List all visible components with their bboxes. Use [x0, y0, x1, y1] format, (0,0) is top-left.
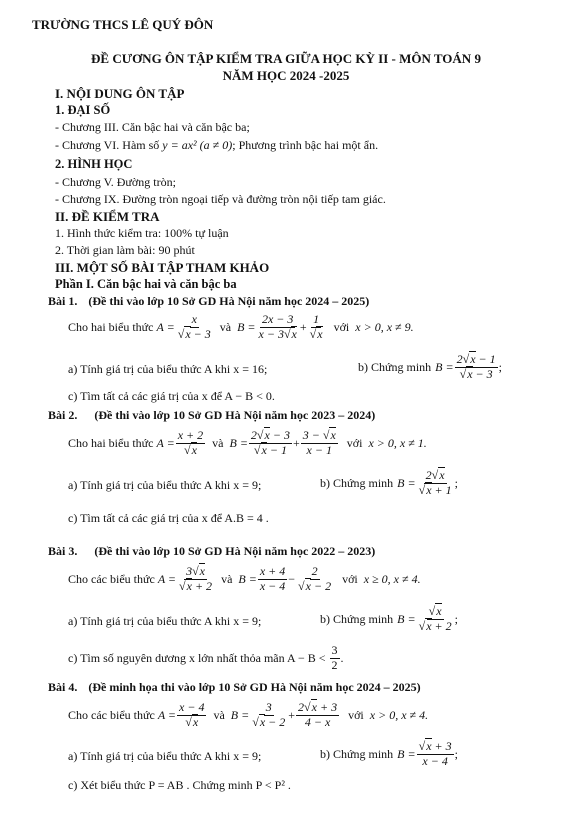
problem-2-given-text: Cho hai biểu thức	[68, 435, 154, 450]
problem-4-question-c: c) Xét biểu thức P = AB . Chứng minh P < P² .	[68, 778, 291, 792]
part-1-heading: Phần I. Căn bậc hai và căn bậc ba	[55, 277, 237, 291]
problem-2-source: (Đề thi vào lớp 10 Sở GD Hà Nội năm học 2023 – 2024)	[94, 408, 376, 422]
exam-duration: 2. Thời gian làm bài: 90 phút	[55, 243, 195, 257]
problem-1-qb-text: b) Chứng minh	[358, 359, 432, 374]
problem-3-label: Bài 3.	[48, 544, 78, 558]
word-and: và	[212, 435, 224, 450]
word-with: với	[346, 435, 363, 450]
problem-3-question-a: a) Tính giá trị của biểu thức A khi x = 9;	[68, 614, 262, 628]
problem-2-question-c: c) Tìm tất cả các giá trị của x để A.B = 4 .	[68, 511, 269, 525]
document-title: ĐỀ CƯƠNG ÔN TẬP KIỂM TRA GIỮA HỌC KỲ II - MÔN TOÁN 9	[91, 51, 481, 66]
problem-3-expr-b-term2: $\frac{2}{√x - 2}$	[298, 563, 332, 593]
problem-1-header	[48, 294, 369, 309]
problem-3-question-c: c) Tìm số nguyên dương x lớn nhất thỏa mãn A − B < $\frac{3}{2}$ .	[68, 642, 344, 672]
problem-3-source: (Đề thi vào lớp 10 Sở GD Hà Nội năm học 2022 – 2023)	[94, 544, 376, 558]
problem-2-header	[48, 408, 375, 423]
problem-4-header	[48, 680, 421, 695]
problem-4-qb-text: b) Chứng minh	[320, 746, 394, 761]
word-and: và	[219, 319, 232, 334]
problem-4-prove-expr: $\frac{√x + 3}{x - 4}$	[418, 738, 452, 768]
algebra-item-2-prefix: - Chương VI. Hàm số	[55, 138, 160, 152]
problem-4-given: Cho các biểu thức A = $\frac{x - 4}{√x}$ và B = $\frac{3}{√x - 2}$ + $\frac{2√x + 3}{4 - x}$ với x > 0, x ≠ 4.	[68, 699, 429, 729]
problem-4-question-b: b) Chứng minh B = $\frac{√x + 3}{x - 4}$ ;	[320, 738, 458, 768]
word-with: với	[333, 319, 350, 334]
problem-3-header	[48, 544, 375, 559]
school-year: NĂM HỌC 2024 -2025	[222, 68, 350, 83]
problem-4-expr-b-term2: $\frac{2√x + 3}{4 - x}$	[298, 699, 338, 729]
problem-1-prove-expr: $\frac{2√x - 1}{√x - 3}$	[456, 351, 496, 381]
section-content-heading: I. NỘI DUNG ÔN TẬP	[55, 86, 185, 101]
problem-2-qb-text: b) Chứng minh	[320, 475, 394, 490]
problem-1-condition: x > 0, x ≠ 9.	[355, 319, 414, 334]
problem-4-given-text: Cho các biểu thức	[68, 707, 155, 722]
problem-4-question-a: a) Tính giá trị của biểu thức A khi x = 9;	[68, 749, 262, 763]
problem-1-expr-b-term1: $\frac{2x - 3}{x - 3√x}$	[258, 311, 297, 341]
algebra-heading: 1. ĐẠI SỐ	[55, 103, 111, 117]
problem-4-condition: x > 0, x ≠ 4.	[369, 707, 429, 722]
problem-3-qc-fraction: $\frac{3}{2}$	[331, 642, 338, 672]
problem-4-label: Bài 4.	[48, 680, 78, 694]
problem-2-condition: x > 0, x ≠ 1.	[368, 435, 427, 450]
section-exercises-heading: III. MỘT SỐ BÀI TẬP THAM KHẢO	[55, 260, 270, 275]
problem-3-given: Cho các biểu thức A = $\frac{3√x}{√x + 2}$ và B = $\frac{x + 4}{x - 4}$ − $\frac{2}{√x - 2}$ với x ≥ 0, x ≠ 4.	[68, 563, 421, 593]
algebra-item-2	[55, 138, 378, 153]
problem-1-question-b: b) Chứng minh B = $\frac{2√x - 1}{√x - 3}$ ;	[358, 351, 502, 381]
problem-3-expr-b-term1: $\frac{x + 4}{x - 4}$	[259, 563, 286, 593]
problem-2-expr-b-term2: $\frac{3 - √x}{x - 1}$	[302, 427, 336, 457]
problem-1-expr-b-term2: $\frac{1}{√x}$	[309, 311, 323, 341]
algebra-item-1: - Chương III. Căn bậc hai và căn bậc ba;	[55, 120, 250, 134]
quadratic-function-formula: y = ax² (a ≠ 0)	[162, 138, 233, 152]
school-name: TRƯỜNG THCS LÊ QUÝ ĐÔN	[32, 17, 214, 32]
word-with: với	[342, 571, 358, 586]
geometry-item-2: - Chương IX. Đường tròn ngoại tiếp và đường tròn nội tiếp tam giác.	[55, 192, 386, 206]
problem-2-prove-expr: $\frac{2√x}{√x + 1}$	[418, 467, 452, 497]
geometry-item-1: - Chương V. Đường tròn;	[55, 175, 176, 189]
problem-3-condition: x ≥ 0, x ≠ 4.	[363, 571, 421, 586]
problem-1-given-text: Cho hai biểu thức	[68, 319, 154, 334]
problem-3-qc-text: c) Tìm số nguyên dương x lớn nhất thỏa mãn A − B <	[68, 650, 326, 665]
section-exam-heading: II. ĐỀ KIỂM TRA	[55, 209, 160, 224]
problem-1-question-a: a) Tính giá trị của biểu thức A khi x = 16;	[68, 362, 268, 376]
geometry-heading: 2. HÌNH HỌC	[55, 157, 133, 171]
word-and: và	[221, 571, 233, 586]
problem-4-source: (Đề minh họa thi vào lớp 10 Sở GD Hà Nội năm học 2024 – 2025)	[88, 680, 421, 694]
algebra-item-2-suffix: ; Phương trình bậc hai một ẩn.	[232, 138, 379, 152]
exam-format: 1. Hình thức kiểm tra: 100% tự luận	[55, 226, 229, 240]
problem-1-source: (Đề thi vào lớp 10 Sở GD Hà Nội năm học 2024 – 2025)	[88, 294, 370, 308]
problem-2-label: Bài 2.	[48, 408, 78, 422]
problem-4-expr-a: $\frac{x - 4}{√x}$	[179, 699, 205, 729]
word-with: với	[348, 707, 364, 722]
problem-3-question-b: b) Chứng minh B = $\frac{√x}{√x + 2}$ ;	[320, 603, 458, 633]
problem-2-given: Cho hai biểu thức A = $\frac{x + 2}{√x}$ và B = $\frac{2√x - 3}{√x - 1}$ + $\frac{3 - √x}{x - 1}$ với x > 0, x ≠ 1.	[68, 427, 427, 457]
problem-2-expr-b-term1: $\frac{2√x - 3}{√x - 1}$	[250, 427, 290, 457]
problem-4-expr-b-term1: $\frac{3}{√x - 2}$	[252, 699, 286, 729]
problem-2-expr-a: $\frac{x + 2}{√x}$	[177, 427, 204, 457]
problem-3-given-text: Cho các biểu thức	[68, 571, 155, 586]
word-and: và	[213, 707, 225, 722]
problem-3-qb-text: b) Chứng minh	[320, 611, 394, 626]
problem-3-prove-expr: $\frac{√x}{√x + 2}$	[418, 603, 452, 633]
problem-1-label: Bài 1.	[48, 294, 78, 308]
problem-3-expr-a: $\frac{3√x}{√x + 2}$	[179, 563, 213, 593]
problem-2-question-b: b) Chứng minh B = $\frac{2√x}{√x + 1}$ ;	[320, 467, 458, 497]
problem-2-question-a: a) Tính giá trị của biểu thức A khi x = 9;	[68, 478, 262, 492]
problem-1-question-c: c) Tìm tất cả các giá trị của x để A − B < 0.	[68, 389, 275, 403]
problem-1-given: Cho hai biểu thức A = $\frac{x}{√x - 3}$ và B = $\frac{2x - 3}{x - 3√x}$ + $\frac{1}{√x}$ với x > 0, x ≠ 9.	[68, 311, 414, 341]
problem-1-expr-a: $\frac{x}{√x - 3}$	[177, 311, 211, 341]
